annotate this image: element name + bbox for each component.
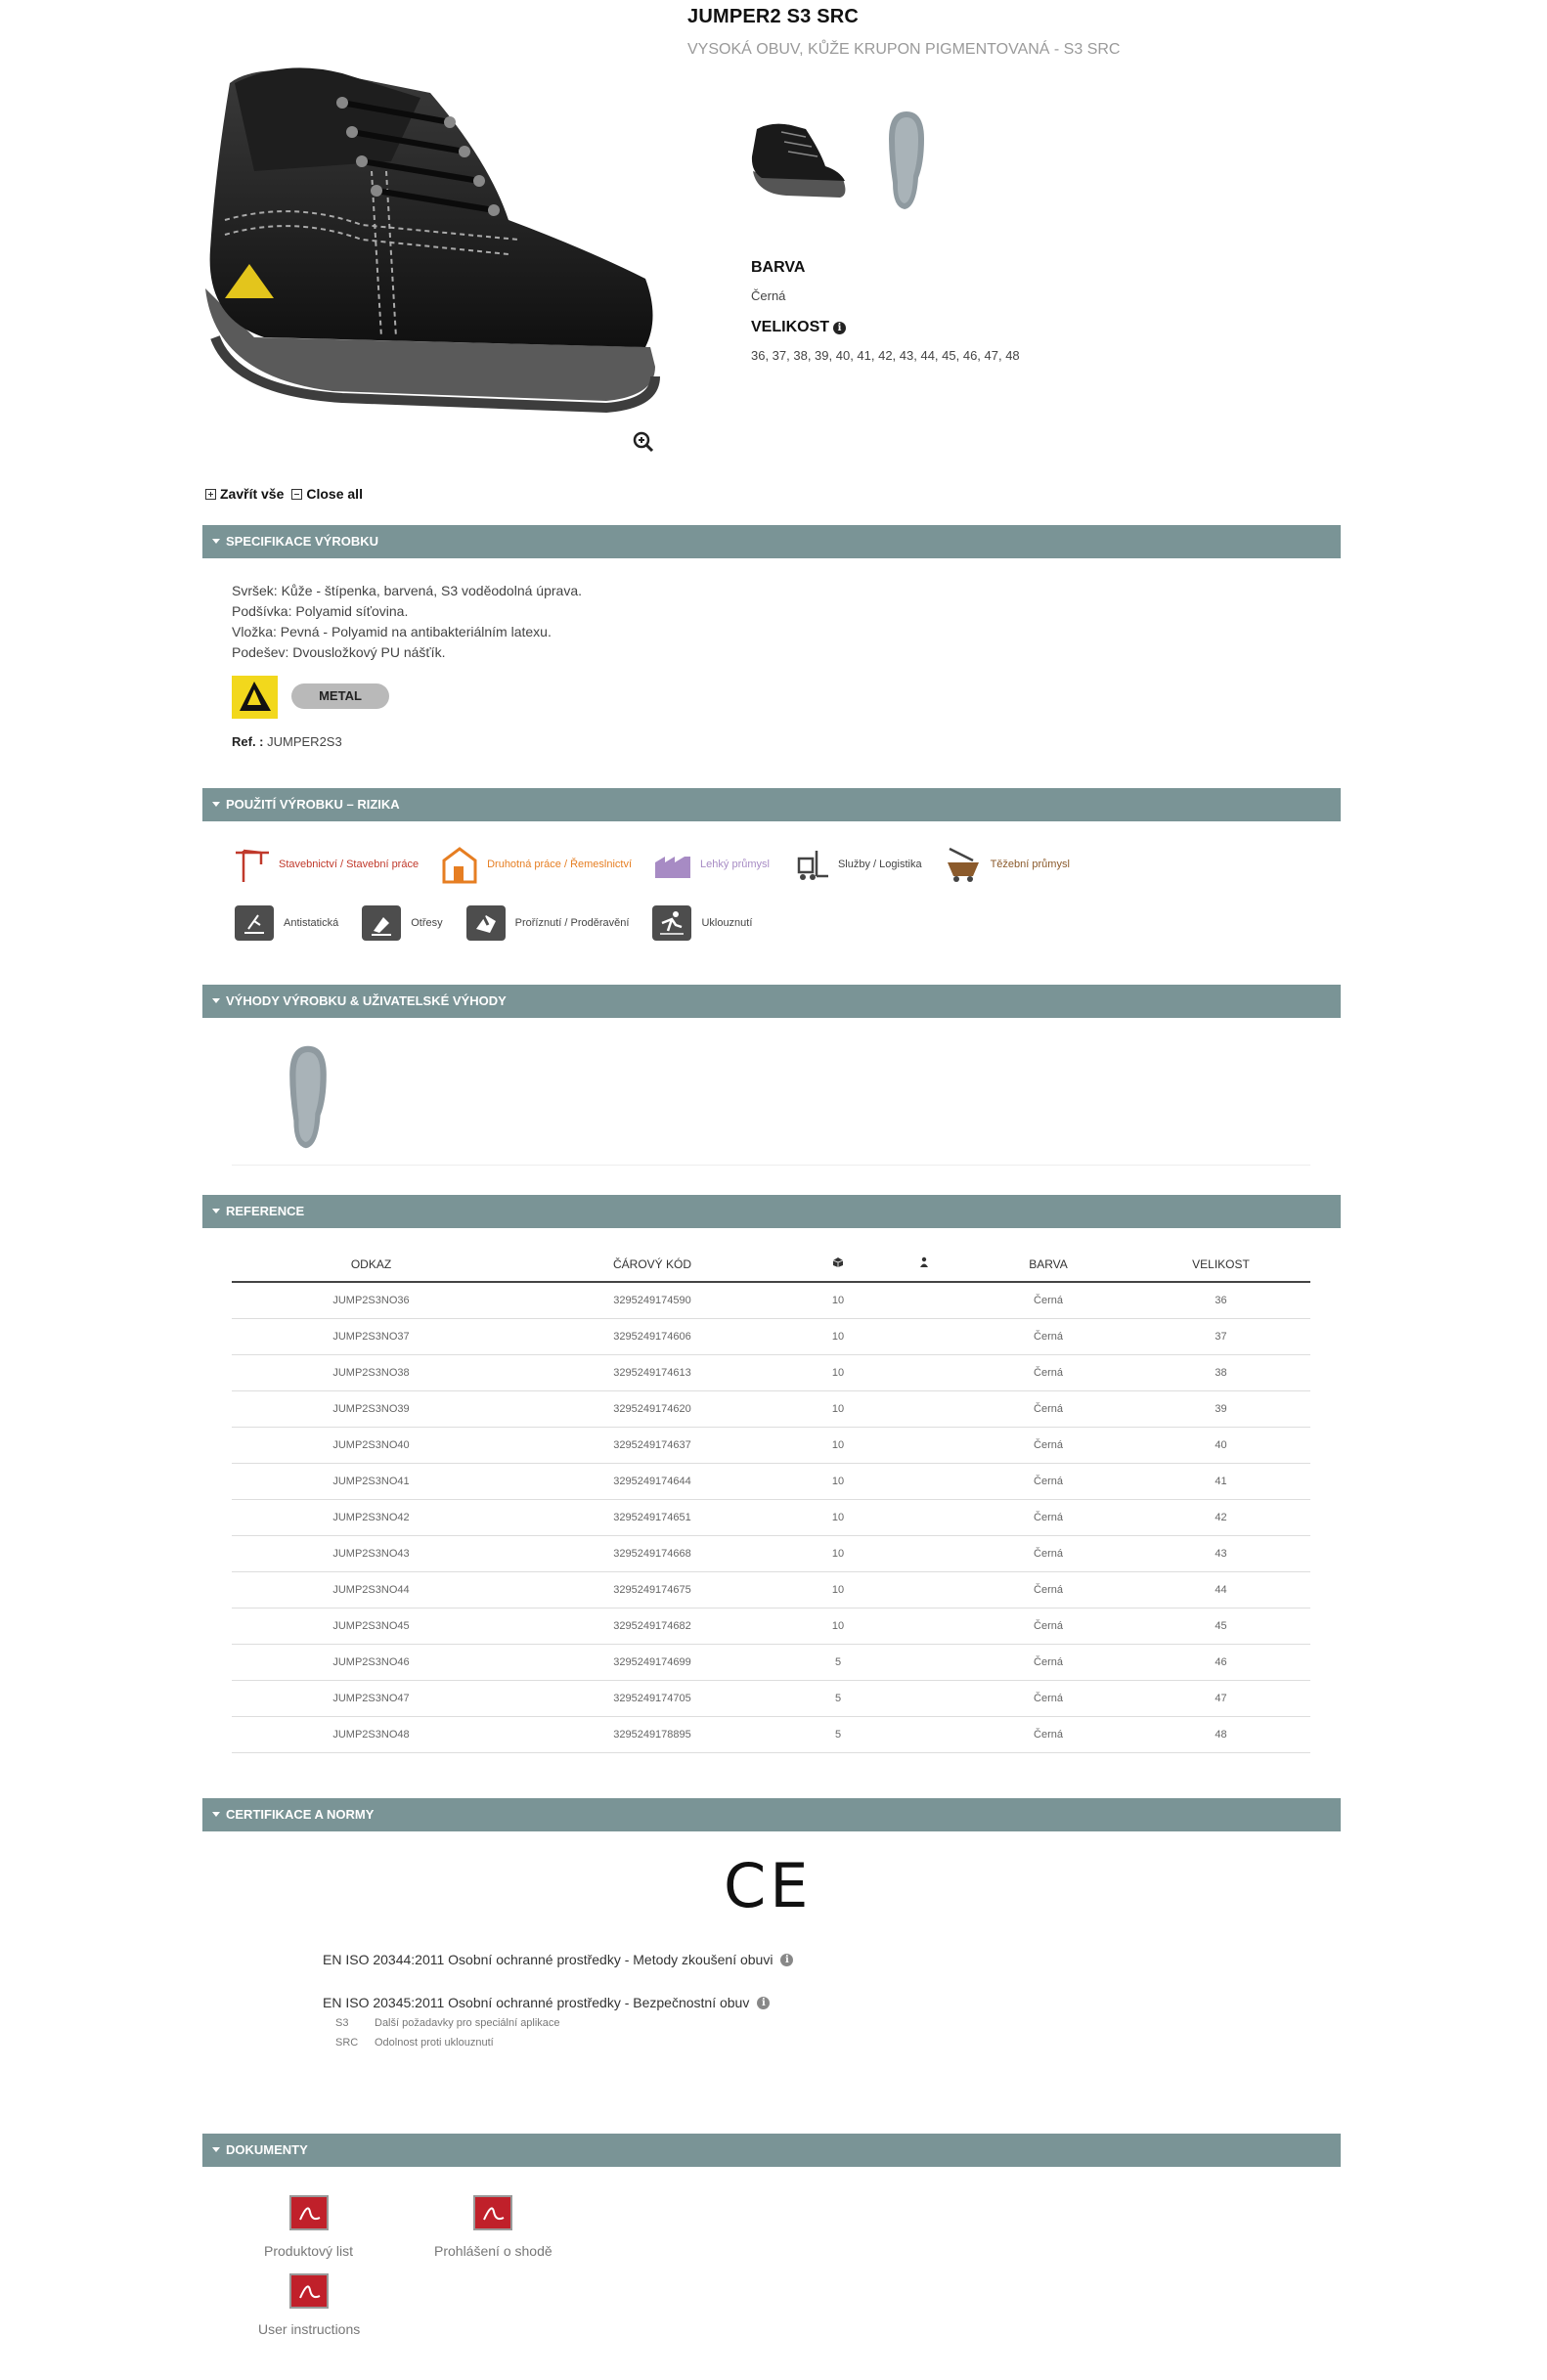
table-cell: Černá [965,1463,1131,1499]
close-all-toggle[interactable]: Close all [291,486,363,502]
norm-sub-item: S3 Další požadavky pro speciální aplikace [335,2017,560,2029]
table-cell: JUMP2S3NO43 [232,1535,510,1571]
table-cell: 3295249174637 [510,1427,794,1463]
table-cell: 3295249174651 [510,1499,794,1535]
table-cell: 5 [794,1680,882,1716]
table-cell: 3295249174620 [510,1390,794,1427]
table-cell: Černá [965,1680,1131,1716]
table-row [232,1427,1310,1463]
ce-mark: CE [724,1850,813,1921]
risks-row [235,905,752,941]
table-cell: 3295249174675 [510,1571,794,1608]
table-cell [882,1354,965,1390]
pdf-icon [287,2194,332,2233]
product-title: JUMPER2 S3 SRC [687,6,860,27]
table-row [232,1390,1310,1427]
brand-logo-icon [232,676,278,719]
info-icon[interactable]: i [757,1997,770,2009]
table-cell: 3295249174590 [510,1282,794,1318]
size-value: 36, 37, 38, 39, 40, 41, 42, 43, 44, 45, 46, 47, 48 [751,348,1020,363]
spec-line: Vložka: Pevná - Polyamid na antibakteriálním latexu. [232,624,552,639]
table-cell: 10 [794,1608,882,1644]
table-header-row [232,1247,1310,1282]
table-cell: 3295249174644 [510,1463,794,1499]
table-cell [882,1608,965,1644]
table-cell: 5 [794,1644,882,1680]
crane-icon [232,845,271,884]
table-cell: 10 [794,1463,882,1499]
table-cell: 48 [1131,1716,1310,1752]
table-row [232,1318,1310,1354]
table-cell: 10 [794,1318,882,1354]
table-row [232,1680,1310,1716]
norm-1: EN ISO 20344:2011 Osobní ochranné prostředky - Metody zkoušení obuvi i [323,1952,793,1967]
doc-user-instructions[interactable]: User instructions [258,2272,360,2337]
table-cell: 38 [1131,1354,1310,1390]
table-row [232,1535,1310,1571]
thumbnail-boot[interactable] [747,117,849,201]
table-cell [882,1644,965,1680]
factory-icon [653,845,692,884]
table-cell [882,1499,965,1535]
expand-collapse-toggles [205,486,363,502]
ref-line: Ref. : JUMPER2S3 [232,734,342,749]
sector-mining: Těžební průmysl [944,845,1070,884]
table-cell: 10 [794,1354,882,1390]
mine-cart-icon [944,845,983,884]
section-docs-header[interactable]: DOKUMENTY [202,2134,1341,2167]
section-benefits-header[interactable]: VÝHODY VÝROBKU & UŽIVATELSKÉ VÝHODY [202,985,1341,1018]
info-icon[interactable]: i [833,322,846,334]
table-cell [882,1571,965,1608]
table-cell: 3295249178895 [510,1716,794,1752]
table-row [232,1571,1310,1608]
table-cell: 44 [1131,1571,1310,1608]
table-cell: 36 [1131,1282,1310,1318]
table-cell: JUMP2S3NO48 [232,1716,510,1752]
table-row [232,1354,1310,1390]
table-cell: 5 [794,1716,882,1752]
norm-sub-item: SRC Odolnost proti uklouznutí [335,2037,494,2049]
risk-slip: Uklouznutí [652,905,752,941]
table-cell: Černá [965,1644,1131,1680]
reference-table [232,1247,1310,1753]
col-barva: BARVA [965,1247,1131,1282]
table-cell: 41 [1131,1463,1310,1499]
table-cell: 47 [1131,1680,1310,1716]
table-cell [882,1390,965,1427]
forklift-icon [791,845,830,884]
table-row [232,1716,1310,1752]
spec-line: Podešev: Dvousložkový PU nášťík. [232,644,446,660]
house-icon [440,845,479,884]
table-cell: JUMP2S3NO36 [232,1282,510,1318]
spec-line: Podšívka: Polyamid síťovina. [232,603,409,619]
table-cell: 3295249174613 [510,1354,794,1390]
section-certs-header[interactable]: CERTIFIKACE A NORMY [202,1798,1341,1831]
minus-square-icon [291,489,302,500]
table-cell: 3295249174606 [510,1318,794,1354]
table-cell: Černá [965,1608,1131,1644]
table-cell [882,1680,965,1716]
table-cell: 3295249174682 [510,1608,794,1644]
norm-2-subs [335,2017,560,2049]
table-row [232,1282,1310,1318]
col-barcode: ČÁROVÝ KÓD [510,1247,794,1282]
caret-down-icon [212,1209,220,1213]
table-cell: 43 [1131,1535,1310,1571]
table-cell: 10 [794,1571,882,1608]
col-box [794,1247,882,1282]
caret-down-icon [212,2147,220,2152]
thumbnail-sole[interactable] [885,110,928,211]
table-cell: 42 [1131,1499,1310,1535]
pdf-icon [287,2272,332,2312]
sector-crafts: Druhotná práce / Řemeslnictví [440,845,632,884]
doc-product-sheet[interactable]: Produktový list [264,2194,353,2259]
table-row [232,1499,1310,1535]
shock-icon [362,905,401,941]
table-cell: Černá [965,1354,1131,1390]
table-cell: Černá [965,1318,1131,1354]
puncture-icon [466,905,506,941]
plus-square-icon [205,489,216,500]
table-cell: 10 [794,1390,882,1427]
sole-benefit-image[interactable] [286,1036,331,1158]
table-cell [882,1427,965,1463]
table-cell: 10 [794,1499,882,1535]
section-usage-header[interactable]: POUŽITÍ VÝROBKU – RIZIKA [202,788,1341,821]
slip-icon [652,905,691,941]
table-cell: 10 [794,1427,882,1463]
antistatic-icon [235,905,274,941]
table-cell: 3295249174699 [510,1644,794,1680]
section-reference-header[interactable]: REFERENCE [202,1195,1341,1228]
table-cell: JUMP2S3NO39 [232,1390,510,1427]
table-cell [882,1716,965,1752]
sector-logistics: Služby / Logistika [791,845,922,884]
caret-down-icon [212,539,220,544]
sector-construction: Stavebnictví / Stavební práce [232,845,419,884]
table-cell: Černá [965,1571,1131,1608]
col-person [882,1247,965,1282]
sectors-row [232,845,1070,884]
table-cell: JUMP2S3NO40 [232,1427,510,1463]
size-label: VELIKOST [751,319,830,335]
zoom-icon[interactable] [632,430,655,454]
table-cell: 37 [1131,1318,1310,1354]
table-cell: Černá [965,1282,1131,1318]
table-cell: JUMP2S3NO42 [232,1499,510,1535]
table-cell [882,1535,965,1571]
color-value: Černá [751,288,786,303]
info-icon[interactable]: i [780,1954,793,1966]
metal-badge: METAL [291,683,389,709]
table-cell: 46 [1131,1644,1310,1680]
table-cell: Černá [965,1427,1131,1463]
table-cell: JUMP2S3NO44 [232,1571,510,1608]
color-label: BARVA [751,259,806,276]
doc-declaration[interactable]: Prohlášení o shodě [434,2194,552,2259]
sector-light-industry: Lehký průmysl [653,845,770,884]
table-cell: JUMP2S3NO38 [232,1354,510,1390]
pdf-icon [470,2194,515,2233]
table-cell [882,1463,965,1499]
col-velikost: VELIKOST [1131,1247,1310,1282]
table-cell: JUMP2S3NO45 [232,1608,510,1644]
table-cell [882,1282,965,1318]
table-cell: Černá [965,1499,1131,1535]
table-cell: Černá [965,1535,1131,1571]
table-cell: JUMP2S3NO47 [232,1680,510,1716]
table-cell: JUMP2S3NO46 [232,1644,510,1680]
table-cell: JUMP2S3NO37 [232,1318,510,1354]
product-subtitle: VYSOKÁ OBUV, KŮŽE KRUPON PIGMENTOVANÁ - S3 SRC [687,41,1121,58]
spec-line: Svršek: Kůže - štípenka, barvená, S3 voděodolná úprava. [232,583,582,598]
person-icon [918,1256,930,1268]
caret-down-icon [212,1812,220,1817]
table-row [232,1644,1310,1680]
risk-shocks: Otřesy [362,905,442,941]
table-cell: 3295249174705 [510,1680,794,1716]
table-cell: 39 [1131,1390,1310,1427]
norm-2: EN ISO 20345:2011 Osobní ochranné prostředky - Bezpečnostní obuv i [323,1995,770,2010]
divider [232,1165,1310,1166]
caret-down-icon [212,802,220,807]
box-icon [832,1256,844,1268]
table-cell: 10 [794,1282,882,1318]
table-row [232,1608,1310,1644]
table-cell [882,1318,965,1354]
table-cell: 40 [1131,1427,1310,1463]
table-cell: JUMP2S3NO41 [232,1463,510,1499]
risk-puncture: Proříznutí / Proděravění [466,905,630,941]
table-cell: 45 [1131,1608,1310,1644]
product-main-image[interactable] [196,54,675,425]
section-spec-header[interactable]: SPECIFIKACE VÝROBKU [202,525,1341,558]
col-odkaz: ODKAZ [232,1247,510,1282]
risk-antistatic: Antistatická [235,905,338,941]
table-cell: 3295249174668 [510,1535,794,1571]
size-label-row [751,319,846,336]
table-cell: 10 [794,1535,882,1571]
expand-all-toggle[interactable]: Zavřít vše [205,486,284,502]
table-cell: Černá [965,1390,1131,1427]
table-row [232,1463,1310,1499]
table-cell: Černá [965,1716,1131,1752]
caret-down-icon [212,998,220,1003]
